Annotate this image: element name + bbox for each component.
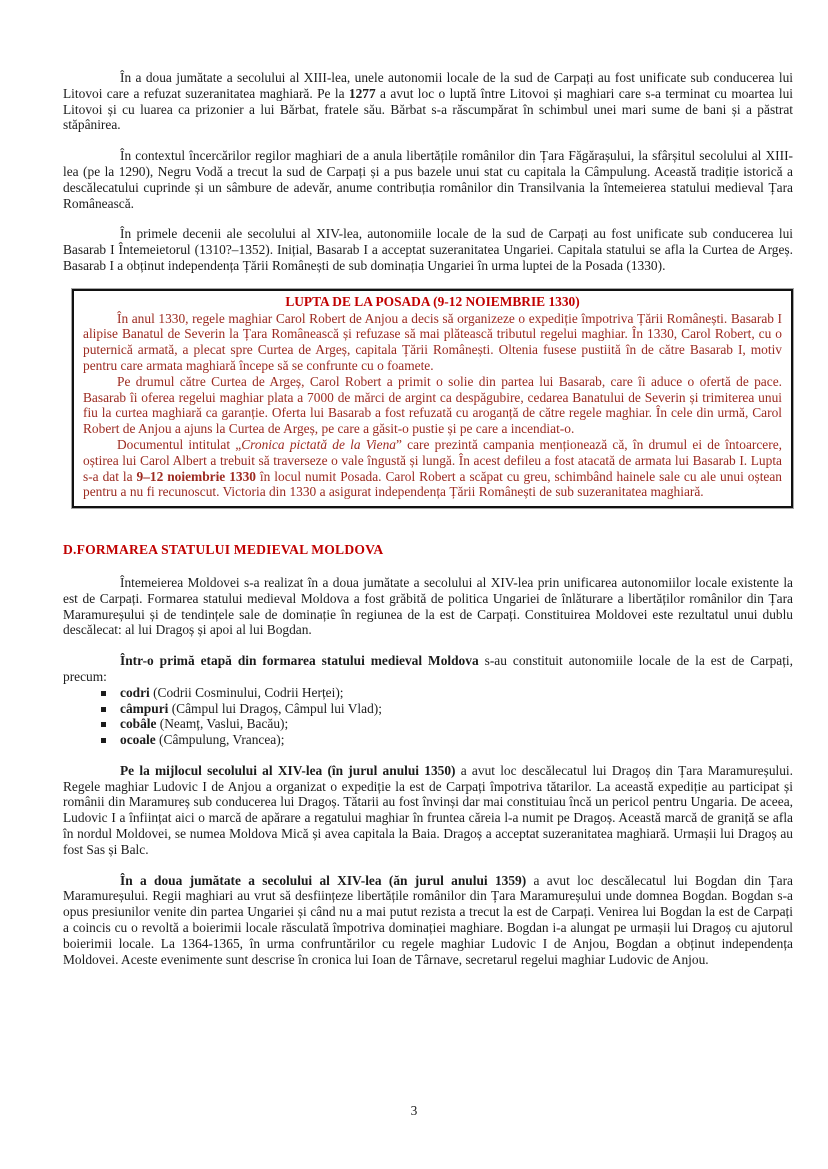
list-term: codri: [120, 684, 150, 700]
bold-lead-in: Într-o primă etapă din formarea statului medieval Moldova: [120, 653, 479, 669]
posada-box-title: LUPTA DE LA POSADA (9-12 NOIEMBRIE 1330): [285, 293, 580, 309]
list-rest: (Câmpulung, Vrancea);: [155, 732, 285, 748]
text-segment: s-au constituit autonomiile locale de la est de Carpați, precum:: [63, 653, 793, 684]
list-item: [63, 701, 793, 717]
posada-box-paragraph-2: Pe drumul către Curtea de Argeș, Carol Robert a primit o solie din partea lui Basarab, care îi aduce o ofertă de pace. Basarab îi oferea regelui maghiar plata a 7000 de mărci de argint ca despăgubire, cedarea Banatului de Severin și trimiterea unui fiu la curtea maghiară ca garanție. Oferta lui Basarab a fost refuzată cu aroganță de către regele maghiar. În cele din urmă, Carol Robert de Anjou a ajuns la Curtea de Argeș, pe care a găsit-o pustie și pe care a incendiat-o.: [83, 373, 782, 437]
chronicle-title-italic: Cronica pictată de la Viena: [241, 436, 396, 452]
text-segment: în locul numit Posada. Carol Robert a scăpat cu greu, schimbând hainele sale cu ale unui oștean pentru a nu fi recunoscut. Victoria din 1330 a asigurat independența Țării Românești de sub suzeranitatea maghiară.: [83, 468, 782, 500]
text-segment: Documentul intitulat „: [117, 436, 242, 452]
posada-box-paragraph-3: [83, 437, 782, 500]
paragraph-basarab: În primele decenii ale secolului al XIV-lea, autonomiile locale de la sud de Carpați au fost unificate sub conducerea lui Basarab I Întemeietorul (1310?–1352). Inițial, Basarab I a acceptat suzeranitatea Ungariei. Capitala statului se afla la Curtea de Argeș. Basarab I a obținut independența Țării Românești de sub dominația Ungariei în urma luptei de la Posada (1330).: [63, 226, 793, 273]
paragraph-negru-voda: În contextul încercărilor regilor maghiari de a anula libertățile românilor din Țara Făgărașului, la sfârșitul secolului al XIII-lea (pe la 1290), Negru Vodă a trecut la sud de Carpați și a pus bazele unui stat cu capitala la Câmpulung. Această tradiție istorică a descălecatului cuprinde și un sâmbure de adevăr, anume contribuția românilor din Transilvania la întemeierea statului medieval Țara Românească.: [63, 148, 793, 211]
section-heading-moldova: D.FORMAREA STATULUI MEDIEVAL MOLDOVA: [63, 542, 384, 558]
text-segment: a avut loc o luptă între Litovoi și maghiari care s-a terminat cu moartea lui Litovoi și cu luarea ca prizonier a lui Bărbat, fratele său. Bărbat s-a răscumpărat în schimbul unei mari sume de bani și a păstrat stăpânirea.: [63, 85, 793, 133]
paragraph-prima-etapa: [63, 653, 793, 685]
list-term: cobâle: [120, 716, 157, 732]
list-item: [63, 716, 793, 732]
paragraph-intemeierea-moldovei: Întemeierea Moldovei s-a realizat în a doua jumătate a secolului al XIV-lea prin unificarea autonomiilor locale existente la est de Carpați. Formarea statului medieval Moldova a fost grăbită de politica Ungariei de înlăturare a libertăților românilor din Țara Maramureșului și de tendințele sale de dominație în regiunea de la est de Carpați. Constituirea Moldovei este rezultatul unui dublu descălecat: al lui Dragoș și apoi al lui Bogdan.: [63, 574, 793, 638]
posada-battle-box: [72, 289, 793, 508]
posada-box-paragraph-1: În anul 1330, regele maghiar Carol Robert de Anjou a decis să organizeze o expediție împotriva Țării Românești. Basarab I alipise Banatul de Severin la Țara Românească și refuzase să mai plătească tributul regelui maghiar. În 1330, Carol Robert, cu o puternică armată, a plecat spre Curtea de Argeș, capitala Țării Românești. Oltenia fusese pustiită în de către Basarab I, motiv pentru care armata maghiară începe să se confrunte cu o foamete.: [83, 310, 782, 373]
paragraph-dragos: [63, 763, 793, 858]
list-term: ocoale: [120, 732, 156, 748]
list-term: câmpuri: [120, 700, 169, 716]
list-rest: (Neamț, Vaslui, Bacău);: [156, 716, 289, 732]
paragraph-bogdan: [63, 873, 793, 968]
bold-battle-date: 9–12 noiembrie 1330: [136, 468, 256, 484]
paragraph-litovoi: [63, 70, 793, 133]
list-rest: (Câmpul lui Dragoș, Câmpul lui Vlad);: [168, 700, 382, 716]
text-segment: ” care prezintă campania menționează că, în drumul ei de întoarcere, oștirea lui Carol Albert a trebuit să traverseze o vale îngustă și lungă. În acest defileu a fost atacată de armata lui Basarab I. Lupta s-a dat la: [83, 436, 782, 484]
text-segment: În a doua jumătate a secolului al XIII-lea, unele autonomii locale de la sud de Carpați au fost unificate sub conducerea lui Litovoi care a refuzat suzeranitatea maghiară. Pe la: [63, 70, 793, 101]
document-content: [63, 70, 793, 982]
list-item: [63, 685, 793, 701]
autonomies-list: [63, 685, 793, 748]
bullet-square-icon: [101, 722, 106, 727]
bold-lead-in: Pe la mijlocul secolului al XIV-lea (în jurul anului 1350): [120, 762, 456, 778]
bold-lead-in: În a doua jumătate a secolului al XIV-lea (ăn jurul anului 1359): [120, 872, 527, 888]
bullet-square-icon: [101, 707, 106, 712]
bold-year-1277: 1277: [348, 85, 376, 101]
page-number: 3: [410, 1103, 418, 1119]
text-segment: a avut loc descălecatul lui Dragoș din Țara Maramureșului. Regele maghiar Ludovic I de Anjou a organizat o expediție la est de Carpați împotriva tătarilor. La această expediție au participat și românii din Maramureș sub conducerea lui Dragoș. Tătarii au fost învinși dar mai constituiau încă un pericol pentru Ungaria. De aceea, Ludovic I a înființat aici o marcă de apărare a regatului maghiar în fruntea căreia l-a numit pe Dragoș. Această marcă de graniță se afla în nordul Moldovei, se numea Moldova Mică și avea capitala la Baia. Dragoș a acceptat suzeranitatea maghiară. Urmașii lui Dragoș au fost Sas și Balc.: [63, 762, 794, 857]
bullet-square-icon: [101, 691, 106, 696]
list-rest: (Codrii Cosminului, Codrii Herței);: [149, 684, 344, 700]
bullet-square-icon: [101, 738, 106, 743]
text-segment: a avut loc descălecatul lui Bogdan din Țara Maramureșului. Regii maghiari au vrut să desființeze libertățile românilor din Țara Maramureșului unde domnea Bogdan. Bogdan s-a opus presiunilor venite din partea Ungariei și când nu a mai putut rezista a trecut la est de Carpați. Venirea lui Bogdan la est de Carpați a coincis cu o revoltă a boierimii locale răsculată împotriva dominației maghiare. Bogdan i-a alungat pe urmașii lui Dragoș cu ajutorul boierimii locale. La 1364-1365, în urma confruntărilor cu regele maghiar Ludovic I de Anjou, Bogdan a obținut independența Moldovei. Aceste evenimente sunt descrise în cronica lui Ioan de Târnave, secretarul regelui maghiar Ludovic de Anjou.: [63, 872, 793, 967]
list-item: [63, 732, 793, 748]
